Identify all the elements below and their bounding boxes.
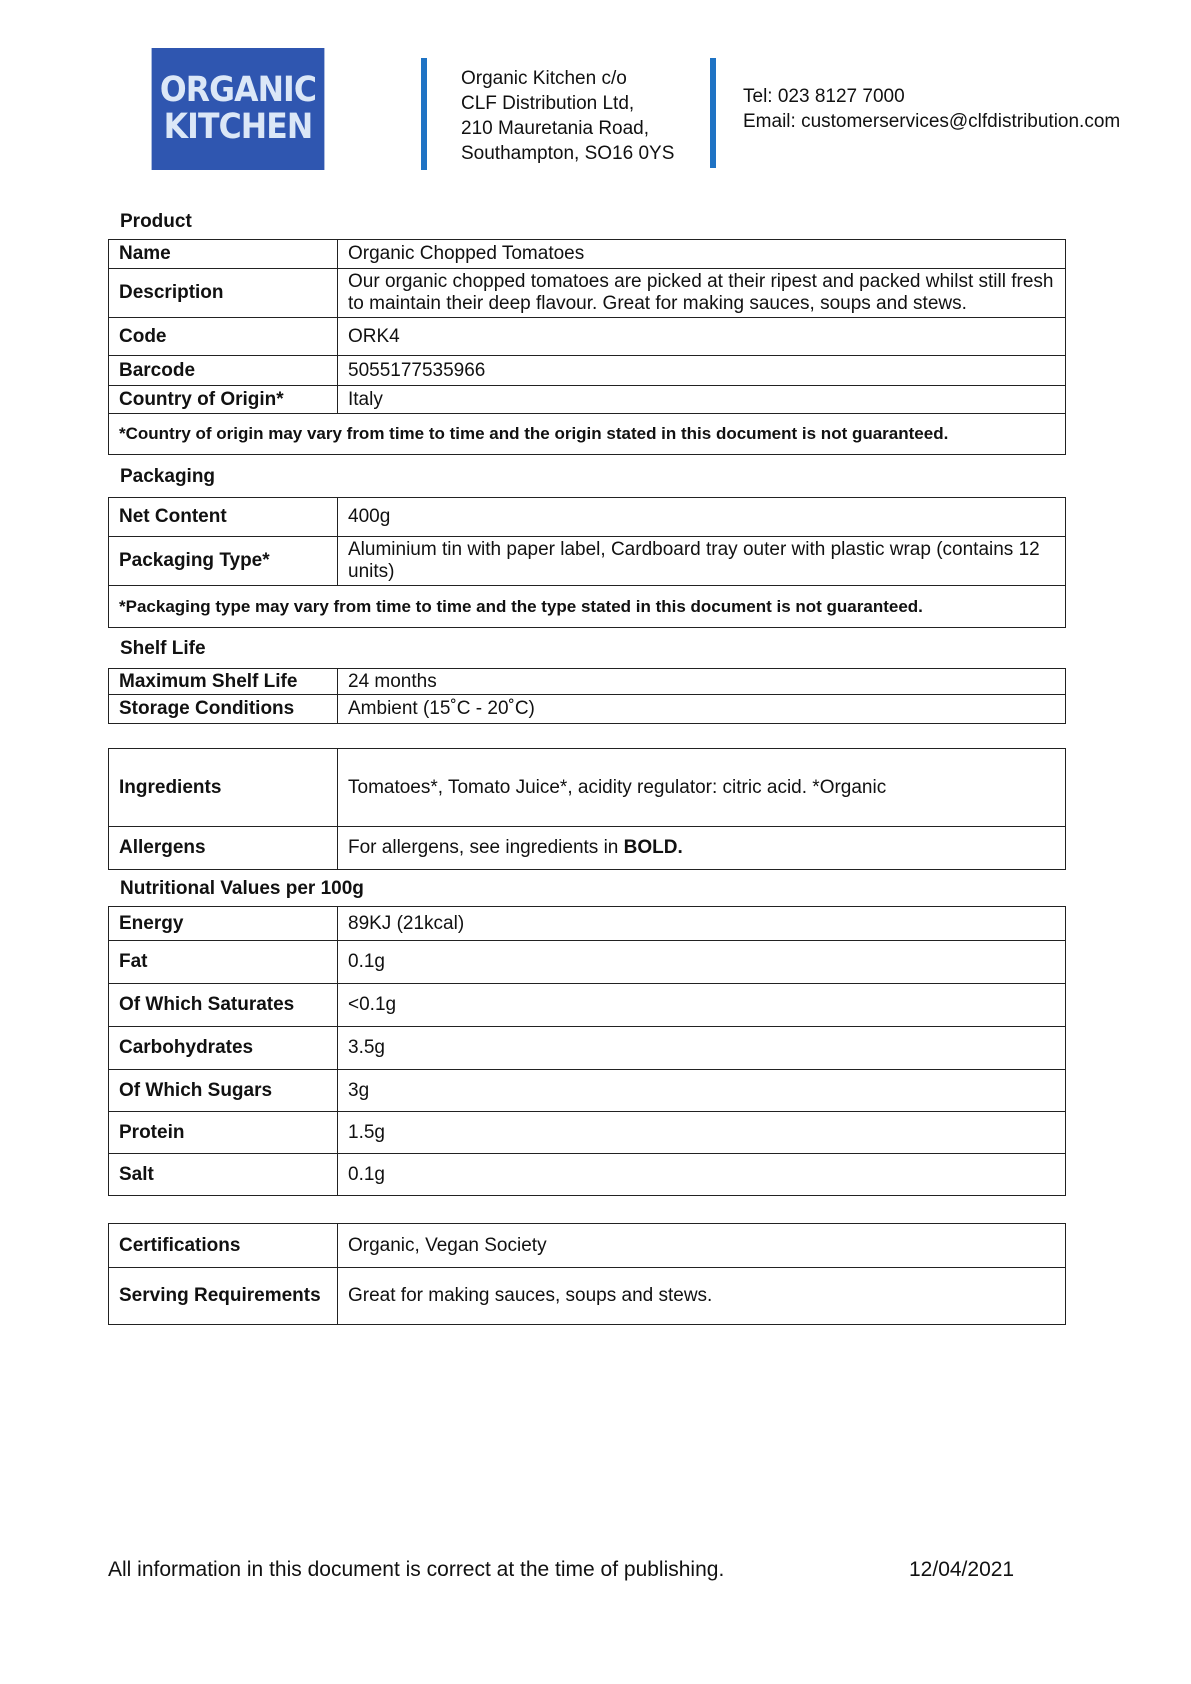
table-row [109,749,1066,827]
divider-bar [710,58,716,168]
footer-disclaimer: All information in this document is correct at the time of publishing. [108,1558,725,1581]
allergens-text: For allergens, see ingredients in [348,837,624,858]
packaging-type-value: Aluminium tin with paper label, Cardboard tray outer with plastic wrap (contains 12 units) [338,537,1066,586]
net-content-label: Net Content [109,498,338,537]
origin-label: Country of Origin* [109,386,338,414]
telephone: Tel: 023 8127 7000 [743,86,905,107]
packaging-note: *Packaging type may vary from time to time and the type stated in this document is not guaranteed. [109,586,1066,628]
nutrition-table [108,906,1066,1196]
section-heading-shelf-life: Shelf Life [120,638,206,659]
table-row [109,907,1066,941]
table-row [109,984,1066,1027]
packaging-table [108,497,1066,628]
serving-label: Serving Requirements [109,1268,338,1325]
max-shelf-life-label: Maximum Shelf Life [109,669,338,695]
table-row [109,669,1066,695]
product-table [108,239,1066,455]
fat-label: Fat [109,941,338,984]
ingredients-label: Ingredients [109,749,338,827]
barcode-label: Barcode [109,356,338,386]
section-heading-nutrition: Nutritional Values per 100g [120,878,364,899]
table-row [109,537,1066,586]
description-value: Our organic chopped tomatoes are picked at their ripest and packed whilst still fresh to maintain their deep flavour. Great for making sauces, soups and stews. [338,269,1066,318]
allergens-label: Allergens [109,827,338,870]
address-line: 210 Mauretania Road, [461,118,650,139]
carbohydrates-value: 3.5g [338,1027,1066,1070]
energy-label: Energy [109,907,338,941]
salt-value: 0.1g [338,1154,1066,1196]
origin-value: Italy [338,386,1066,414]
sugars-value: 3g [338,1070,1066,1112]
table-row [109,1154,1066,1196]
name-label: Name [109,240,338,269]
certifications-table [108,1223,1066,1325]
sugars-label: Of Which Sugars [109,1070,338,1112]
fat-value: 0.1g [338,941,1066,984]
table-row [109,318,1066,356]
certifications-label: Certifications [109,1224,338,1268]
ingredients-value: Tomatoes*, Tomato Juice*, acidity regulator: citric acid. *Organic [338,749,1066,827]
salt-label: Salt [109,1154,338,1196]
table-row [109,269,1066,318]
table-row [109,827,1066,870]
table-row [109,1070,1066,1112]
packaging-type-label: Packaging Type* [109,537,338,586]
table-row [109,414,1066,455]
max-shelf-life-value: 24 months [338,669,1066,695]
shelf-life-table [108,668,1066,724]
origin-note: *Country of origin may vary from time to time and the origin stated in this document is not guaranteed. [109,414,1066,455]
contact-info [743,84,1120,134]
saturates-value: <0.1g [338,984,1066,1027]
storage-value: Ambient (15˚C - 20˚C) [338,695,1066,724]
table-row [109,1112,1066,1154]
divider-bar [421,58,427,170]
table-row [109,356,1066,386]
ingredients-table [108,748,1066,870]
table-row [109,498,1066,537]
section-heading-packaging: Packaging [120,466,216,487]
logo-line-1: ORGANIC [159,70,317,110]
barcode-value: 5055177535966 [338,356,1066,386]
table-row [109,1268,1066,1325]
description-label: Description [109,269,338,318]
net-content-value: 400g [338,498,1066,537]
table-row [109,1027,1066,1070]
company-address [461,66,674,166]
serving-value: Great for making sauces, soups and stews. [338,1268,1066,1325]
storage-label: Storage Conditions [109,695,338,724]
code-label: Code [109,318,338,356]
protein-label: Protein [109,1112,338,1154]
table-row [109,586,1066,628]
allergens-bold-text: BOLD. [623,837,683,858]
table-row [109,941,1066,984]
saturates-label: Of Which Saturates [109,984,338,1027]
logo-line-2: KITCHEN [163,107,313,147]
organic-kitchen-logo [152,48,325,170]
publish-date: 12/04/2021 [909,1558,1015,1581]
allergens-value [338,827,1066,870]
certifications-value: Organic, Vegan Society [338,1224,1066,1268]
address-line: Organic Kitchen c/o [461,68,627,89]
email: Email: customerservices@clfdistribution.com [743,111,1121,132]
name-value: Organic Chopped Tomatoes [338,240,1066,269]
section-heading-product: Product [120,211,192,232]
table-row [109,386,1066,414]
address-line: CLF Distribution Ltd, [461,93,635,114]
table-row [109,240,1066,269]
carbohydrates-label: Carbohydrates [109,1027,338,1070]
protein-value: 1.5g [338,1112,1066,1154]
table-row [109,1224,1066,1268]
address-line: Southampton, SO16 0YS [461,143,675,164]
energy-value: 89KJ (21kcal) [338,907,1066,941]
code-value: ORK4 [338,318,1066,356]
table-row [109,695,1066,724]
